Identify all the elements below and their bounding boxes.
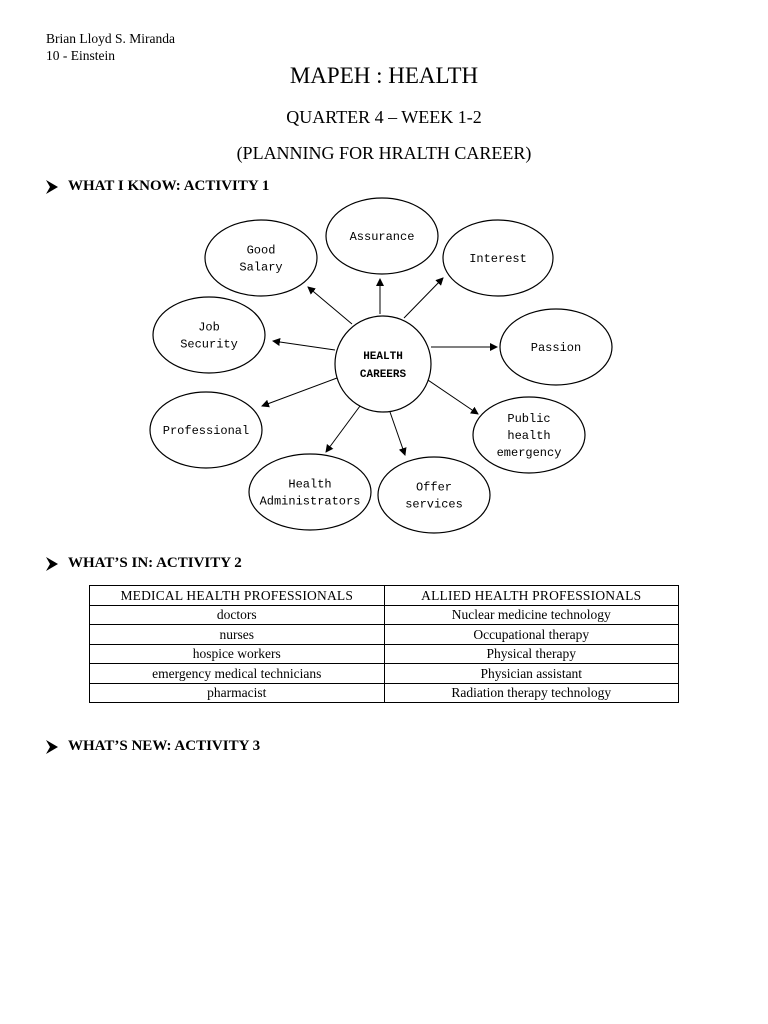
table-header-row <box>90 586 679 606</box>
node-ellipse <box>378 457 490 533</box>
node-label: services <box>405 497 463 512</box>
arrow-to-offer-services <box>390 412 405 455</box>
table-row <box>90 644 679 664</box>
node-label: Interest <box>469 252 527 266</box>
node-label: Job <box>198 320 220 335</box>
arrow-to-health-administrators <box>326 406 360 452</box>
node-label: Administrators <box>259 494 361 509</box>
table-cell: Physical therapy <box>384 644 679 664</box>
activity3-heading <box>46 738 260 755</box>
table-cell: Physician assistant <box>384 664 679 684</box>
node-label: health <box>507 429 551 443</box>
activity3-heading-text: WHAT’S NEW: ACTIVITY 3 <box>68 738 261 754</box>
arrow-to-professional <box>262 378 337 406</box>
node-good-salary <box>205 220 317 296</box>
node-ellipse <box>205 220 317 296</box>
node-job-security <box>153 297 265 373</box>
node-label: Passion <box>530 341 582 355</box>
arrowhead-bullet-icon <box>46 740 58 754</box>
table-row <box>90 664 679 684</box>
page-title: MAPEH : HEALTH <box>289 63 479 88</box>
node-label: Salary <box>239 260 283 275</box>
node-passion <box>500 309 612 385</box>
topic-subtitle: (PLANNING FOR HRALTH CAREER) <box>236 143 532 163</box>
activity2-heading <box>46 555 242 572</box>
center-label-line-1: HEALTH <box>363 351 403 363</box>
table-cell: Nuclear medicine technology <box>384 605 679 625</box>
node-ellipse <box>153 297 265 373</box>
arrow-to-public-health-emergency <box>422 376 478 414</box>
arrow-to-job-security <box>273 341 335 350</box>
node-health-administrators <box>249 454 371 530</box>
node-label: Public <box>507 412 551 426</box>
activity2-heading-text: WHAT’S IN: ACTIVITY 2 <box>68 555 242 571</box>
node-label: Professional <box>162 424 250 438</box>
node-ellipse <box>249 454 371 530</box>
node-professional <box>150 392 262 468</box>
column-header-medical: MEDICAL HEALTH PROFESSIONALS <box>90 586 385 606</box>
node-offer-services <box>378 457 490 533</box>
table-row <box>90 683 679 703</box>
arrowhead-bullet-icon <box>46 557 58 571</box>
student-name: Brian Lloyd S. Miranda <box>46 31 175 46</box>
table-cell: Radiation therapy technology <box>384 683 679 703</box>
node-label: Assurance <box>349 230 415 244</box>
table-cell: hospice workers <box>90 644 385 664</box>
column-header-allied: ALLIED HEALTH PROFESSIONALS <box>384 586 679 606</box>
table-row <box>90 625 679 645</box>
node-assurance <box>326 198 438 274</box>
arrow-to-interest <box>404 278 443 318</box>
quarter-subtitle: QUARTER 4 – WEEK 1-2 <box>286 107 482 127</box>
activity1-heading-text: WHAT I KNOW: ACTIVITY 1 <box>68 178 270 194</box>
node-label: emergency <box>496 446 562 460</box>
node-public-health-emergency <box>473 397 585 473</box>
center-label-line-2: CAREERS <box>359 369 407 381</box>
student-section: 10 - Einstein <box>46 48 115 63</box>
node-label: Health <box>288 477 332 492</box>
table-cell: nurses <box>90 625 385 645</box>
center-node <box>335 316 431 412</box>
table-cell: emergency medical technicians <box>90 664 385 684</box>
arrow-to-good-salary <box>308 287 352 324</box>
table-row <box>90 605 679 625</box>
table-cell: pharmacist <box>90 683 385 703</box>
health-professionals-table <box>89 585 679 703</box>
node-label: Security <box>180 337 238 352</box>
node-label: Offer <box>415 480 453 495</box>
table-cell: doctors <box>90 605 385 625</box>
node-interest <box>443 220 553 296</box>
table-cell: Occupational therapy <box>384 625 679 645</box>
node-label: Good <box>246 243 276 258</box>
